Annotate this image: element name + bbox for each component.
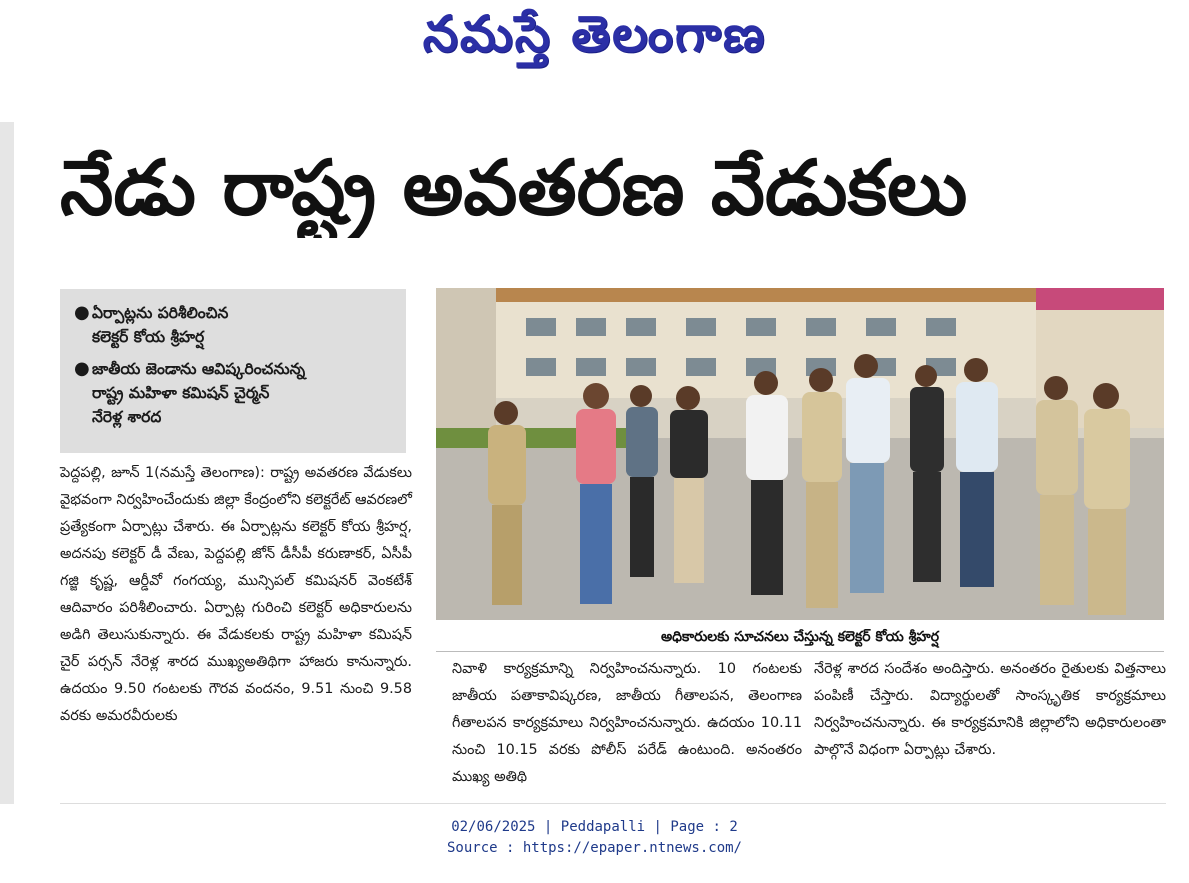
page-footer xyxy=(0,817,1189,859)
newspaper-masthead: నమస్తే తెలంగాణ xyxy=(422,4,767,63)
article-column-3 xyxy=(814,656,1166,764)
bottom-divider xyxy=(60,803,1166,804)
caption-divider xyxy=(436,651,1164,652)
left-margin-rule xyxy=(0,122,14,804)
highlight-line: నేరెళ్ల శారద xyxy=(92,408,162,426)
highlight-item xyxy=(74,301,396,349)
footer-source-link[interactable]: Source : https://epaper.ntnews.com/ xyxy=(446,840,742,856)
photo-illustration xyxy=(436,288,1164,620)
highlights-box xyxy=(60,289,406,453)
headline: నేడు రాష్ట్ర అవతరణ వేడుకలు xyxy=(60,143,968,232)
highlight-line: ఏర్పాట్లను పరిశీలించిన xyxy=(92,304,229,322)
article-paragraph: పెద్దపల్లి, జూన్ 1(నమస్తే తెలంగాణ): రాష్ట్ర అవతరణ వేడుకలు వైభవంగా నిర్వహించేందుకు జిల్లా కేంద్రంలోని కలెక్టరేట్ ఆవరణలో ప్రత్యేకంగా ఏర్పాట్లు చేశారు. ఈ ఏర్పాట్లను కలెక్టర్ కోయ శ్రీహర్ష, అదనపు కలెక్టర్ డీ వేణు, పెద్దపల్లి జోన్ డీసీపీ కరుణాకర్, ఏసీపీ గజ్జి కృష్ణ, ఆర్డీవో గంగయ్య, మున్సిపల్ కమిషనర్ వెంకటేశ్ ఆదివారం పరిశీలించారు. ఏర్పాట్ల గురించి కలెక్టర్ అధికారులను అడిగి తెలుసుకున్నారు. ఈ వేడుకలకు రాష్ట్ర మహిళా కమిషన్ చైర్ పర్సన్ నేరెళ్ల శారద ముఖ్యఅతిథిగా హాజరు కానున్నారు. ఉదయం 9.50 గంటలకు గౌరవ వందనం, 9.51 నుంచి 9.58 వరకు అమరవీరులకు xyxy=(60,465,412,724)
news-photo xyxy=(436,288,1164,620)
article-paragraph: నివాళి కార్యక్రమాన్ని నిర్వహించనున్నారు. 10 గంటలకు జాతీయ పతాకావిష్కరణ, జాతీయ గీతాలపన, తెలంగాణ గీతాలపన కార్యక్రమాలు నిర్వహించనున్నారు. ఉదయం 10.11 నుంచి 10.15 వరకు పోలీస్ పరేడ్ ఉంటుంది. అనంతరం ముఖ్య అతిథి xyxy=(452,661,802,785)
highlight-line: రాష్ట్ర మహిళా కమిషన్ చైర్మన్ xyxy=(92,384,270,402)
article-paragraph: నేరెళ్ల శారద సందేశం అందిస్తారు. అనంతరం రైతులకు విత్తనాలు పంపిణీ చేస్తారు. విద్యార్థులతో సాంస్కృతిక కార్యక్రమాలు నిర్వహించనున్నారు. ఈ కార్యక్రమానికి జిల్లాలోని అధికారులంతా పాల్గొనే విధంగా ఏర్పాట్లు చేశారు. xyxy=(814,661,1166,758)
bullet-icon: ● xyxy=(74,358,90,379)
highlight-item xyxy=(74,357,396,429)
footer-date-line: 02/06/2025 | Peddapalli | Page : 2 xyxy=(451,819,738,835)
article-column-1 xyxy=(60,460,412,730)
article-column-2 xyxy=(452,656,802,791)
bullet-icon: ● xyxy=(74,302,90,323)
highlight-line: జాతీయ జెండాను ఆవిష్కరించనున్న xyxy=(92,360,306,378)
photo-caption: అధికారులకు సూచనలు చేస్తున్న కలెక్టర్ కోయ శ్రీహర్ష xyxy=(660,629,940,645)
highlight-line: కలెక్టర్ కోయ శ్రీహర్ష xyxy=(92,328,205,346)
